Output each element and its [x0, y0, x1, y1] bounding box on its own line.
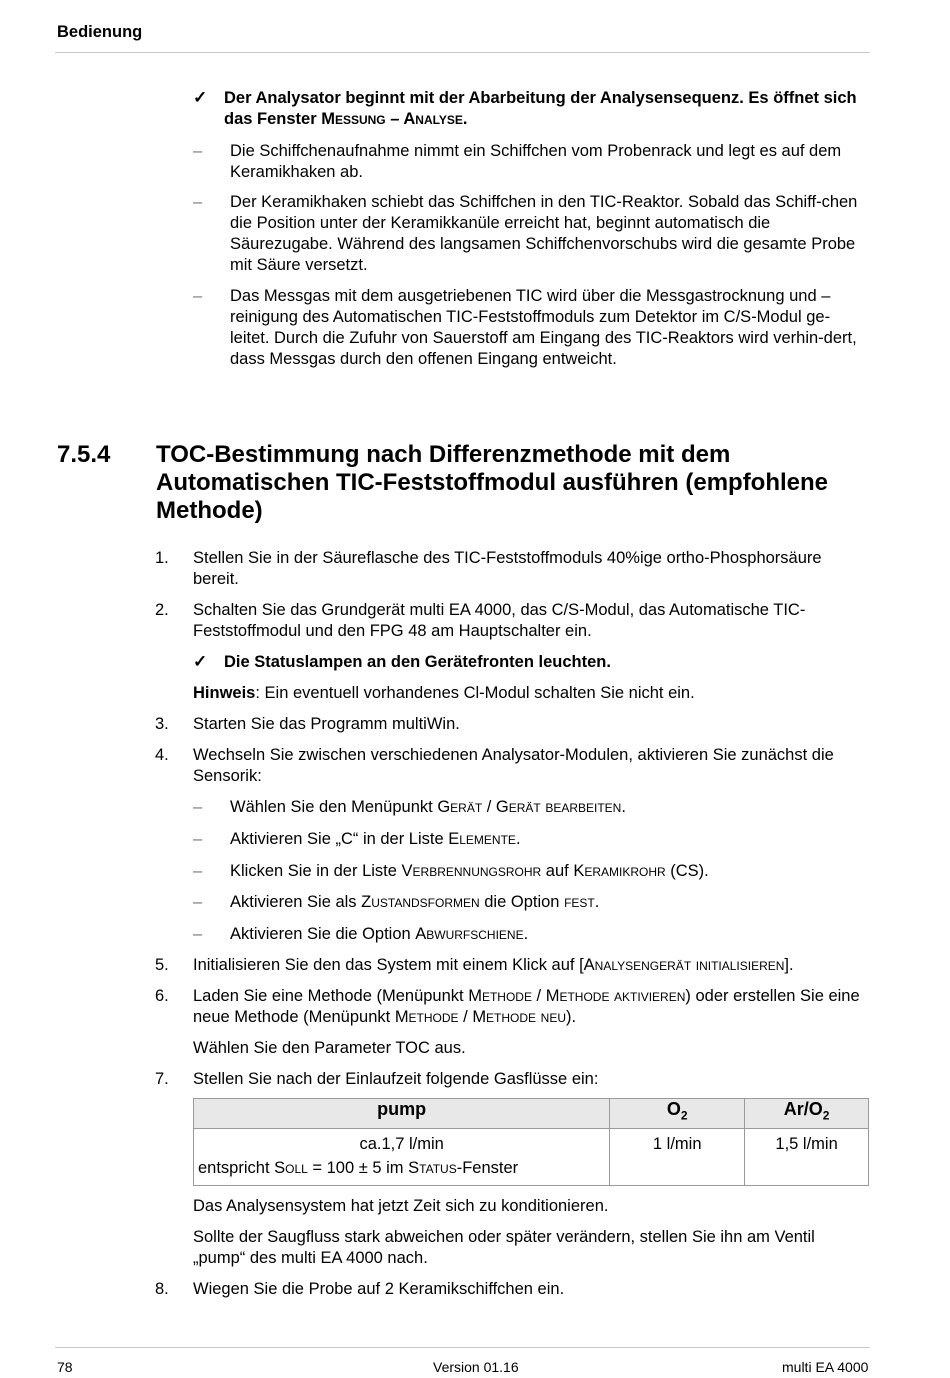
sub-step: Klicken Sie in der Liste Verbrennungsrohr auf Keramikrohr (CS). — [230, 862, 709, 880]
table-header-o2: $O_2$ — [610, 1099, 745, 1129]
sub-step: Wählen Sie den Menüpunkt Gerät / Gerät bearbeiten. — [230, 798, 626, 816]
section-number: 7.5.4 — [57, 441, 111, 468]
dash-bullet: – — [193, 830, 203, 848]
sub-step: Aktivieren Sie „C“ in der Liste Elemente. — [230, 830, 521, 848]
product-name: multi EA 4000 — [782, 1359, 869, 1375]
header-divider — [55, 52, 870, 53]
dash-bullet: – — [193, 893, 203, 911]
step-text: Stellen Sie in der Säureflasche des TIC-Feststoffmoduls 40%ige ortho-Phosphorsäure bereit. — [193, 549, 822, 588]
footer-divider — [55, 1347, 870, 1348]
table-header-ar-o2: $Ar/O_2$ — [745, 1099, 869, 1129]
dash-bullet: – — [193, 287, 203, 305]
page-header: Bedienung — [57, 23, 143, 41]
step-number: 8. — [155, 1280, 169, 1298]
step-number: 1. — [155, 549, 169, 567]
checkmark-icon: ✓ — [193, 88, 208, 107]
dash-bullet: – — [193, 798, 203, 816]
dash-bullet: – — [193, 925, 203, 943]
step-text: Starten Sie das Programm multiWin. — [193, 715, 460, 733]
step-text: Laden Sie eine Methode (Menüpunkt Methode / Methode aktivieren) oder erstellen Sie eine neue Methode (Menüpunkt Methode / Methode neu). — [193, 987, 860, 1026]
gas-flow-table — [193, 1098, 869, 1186]
paragraph: Sollte der Saugfluss stark abweichen oder später verändern, stellen Sie ihn am Ventil „pump“ des multi EA 4000 nach. — [193, 1228, 815, 1267]
table-cell-o2: 1 l/min — [610, 1129, 745, 1186]
dash-bullet: – — [193, 142, 203, 160]
table-row — [194, 1129, 869, 1186]
step-text: Wechseln Sie zwischen verschiedenen Analysator-Modulen, aktivieren Sie zunächst die Sensorik: — [193, 746, 834, 785]
step-note: Wählen Sie den Parameter TOC aus. — [193, 1039, 466, 1057]
step-number: 4. — [155, 746, 169, 764]
step-text: Stellen Sie nach der Einlaufzeit folgende Gasflüsse ein: — [193, 1070, 599, 1088]
hint-note: Hinweis: Ein eventuell vorhandenes Cl-Modul schalten Sie nicht ein. — [193, 684, 695, 702]
table-cell-pump: ca.1,7 l/min entspricht Soll = 100 ± 5 im Status-Fenster — [194, 1129, 610, 1186]
step-number: 3. — [155, 715, 169, 733]
result-text: Die Statuslampen an den Gerätefronten leuchten. — [224, 653, 611, 671]
step-text: Initialisieren Sie den das System mit einem Klick auf [Analysengerät initialisieren]. — [193, 956, 794, 974]
step-number: 2. — [155, 601, 169, 619]
sub-step: Aktivieren Sie die Option Abwurfschiene. — [230, 925, 529, 943]
page-number: 78 — [57, 1359, 73, 1375]
list-item: Der Keramikhaken schiebt das Schiffchen in den TIC-Reaktor. Sobald das Schiff-chen die Position unter der Keramikkanüle erreicht hat, beginnt automatisch die Säurezugabe. Während des langsamen Schiffchenvorschubs wird die gesamte Probe mit Säure versetzt. — [230, 193, 858, 274]
dash-bullet: – — [193, 193, 203, 211]
sub-step: Aktivieren Sie als Zustandsformen die Option fest. — [230, 893, 600, 911]
table-header-row — [194, 1099, 869, 1129]
document-version: Version 01.16 — [433, 1359, 519, 1375]
step-number: 7. — [155, 1070, 169, 1088]
step-number: 5. — [155, 956, 169, 974]
list-item: Das Messgas mit dem ausgetriebenen TIC wird über die Messgastrocknung und –reinigung des Automatischen TIC-Feststoffmoduls zum Detektor im C/S-Modul ge-leitet. Durch die Zufuhr von Sauerstoff am Eingang des TIC-Reaktors wird verhin-dert, dass Messgas durch den offenen Eingang entweicht. — [230, 287, 857, 368]
checkmark-icon: ✓ — [193, 652, 208, 671]
step-text: Wiegen Sie die Probe auf 2 Keramikschiffchen ein. — [193, 1280, 565, 1298]
table-cell-ar-o2: 1,5 l/min — [745, 1129, 869, 1186]
list-item: Die Schiffchenaufnahme nimmt ein Schiffchen vom Probenrack und legt es auf dem Keramikhaken ab. — [230, 142, 842, 181]
paragraph: Das Analysensystem hat jetzt Zeit sich zu konditionieren. — [193, 1197, 609, 1215]
step-number: 6. — [155, 987, 169, 1005]
table-header-pump: pump — [194, 1099, 610, 1129]
section-title: TOC-Bestimmung nach Differenzmethode mit dem Automatischen TIC-Feststoffmodul ausführen (empfohlene Methode) — [156, 441, 829, 524]
step-text: Schalten Sie das Grundgerät multi EA 4000, das C/S-Modul, das Automatische TIC-Feststoffmodul und den FPG 48 am Hauptschalter ein. — [193, 601, 806, 640]
result-text: Der Analysator beginnt mit der Abarbeitung der Analysensequenz. Es öffnet sich das Fenster Messung – Analyse. — [224, 89, 857, 128]
dash-bullet: – — [193, 862, 203, 880]
